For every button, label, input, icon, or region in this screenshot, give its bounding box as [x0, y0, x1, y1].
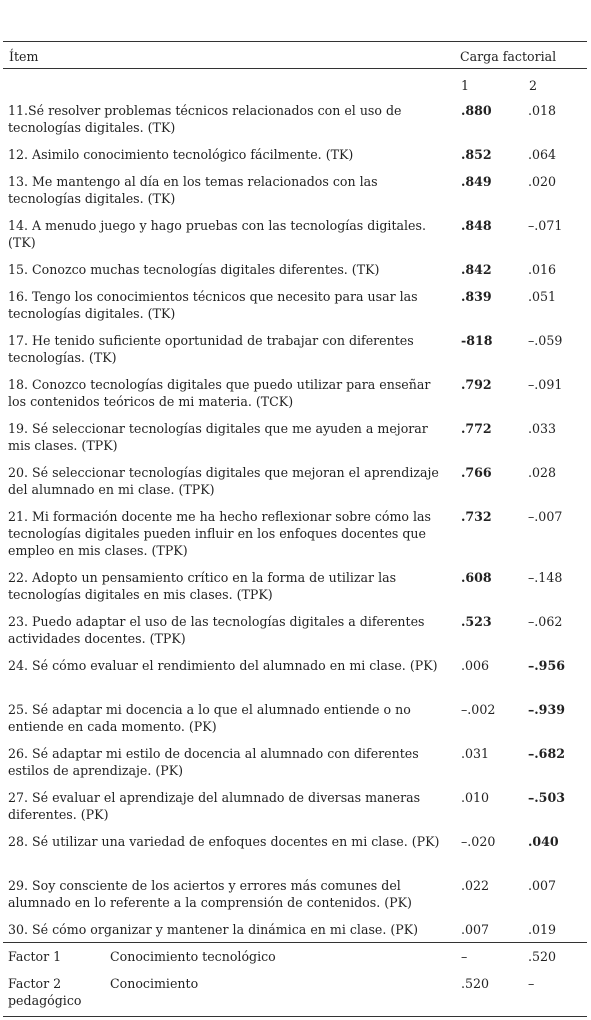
loading-factor-1: .842	[461, 262, 492, 277]
loading-factor-2: –.939	[528, 702, 565, 717]
item-text: 20. Sé seleccionar tecnologías digitales que mejoran el aprendizaje del alumnado en mi clase. (TPK)	[8, 465, 439, 497]
factor-loading-column-header: Carga factorial	[460, 49, 557, 64]
loading-factor-1: .022	[461, 878, 490, 893]
loading-factor-2: .028	[528, 465, 557, 480]
item-text: 13. Me mantengo al día en los temas relacionados con las tecnologías digitales. (TK)	[8, 174, 378, 206]
loading-factor-1: .007	[461, 922, 490, 937]
footer-rule	[3, 942, 587, 943]
loading-factor-2: .007	[528, 878, 557, 893]
table-top-rule	[3, 41, 587, 42]
factor-description: Conocimiento tecnológico	[110, 949, 276, 964]
loading-factor-1: –.020	[461, 834, 496, 849]
loading-factor-2: –.062	[528, 614, 563, 629]
header-rule	[3, 68, 587, 69]
loading-factor-1: .852	[461, 147, 492, 162]
loading-factor-2: .016	[528, 262, 557, 277]
factor-description: Conocimiento	[110, 976, 199, 991]
item-text: 26. Sé adaptar mi estilo de docencia al alumnado con diferentes estilos de aprendizaje. (PK)	[8, 746, 419, 778]
item-text: 25. Sé adaptar mi docencia a lo que el alumnado entiende o no entiende en cada momento. (PK)	[8, 702, 411, 734]
item-text: 24. Sé cómo evaluar el rendimiento del alumnado en mi clase. (PK)	[8, 658, 438, 673]
loading-factor-2: –.503	[528, 790, 565, 805]
factor-value-1: –	[461, 949, 468, 964]
factor-value-2: .520	[528, 949, 557, 964]
loading-factor-1: .849	[461, 174, 492, 189]
item-text: 14. A menudo juego y hago pruebas con las tecnologías digitales. (TK)	[8, 218, 426, 250]
item-text: 22. Adopto un pensamiento crítico en la forma de utilizar las tecnologías digitales en mis clases. (TPK)	[8, 570, 397, 602]
loading-factor-2: –.956	[528, 658, 565, 673]
loading-factor-1: .608	[461, 570, 492, 585]
loading-factor-1: .732	[461, 509, 492, 524]
loading-factor-2: –.148	[528, 570, 563, 585]
loading-factor-1: .010	[461, 790, 490, 805]
loading-factor-1: –.002	[461, 702, 496, 717]
item-text: 21. Mi formación docente me ha hecho reflexionar sobre cómo las tecnologías digitales pueden influir en los enfoques docentes que empleo en mis clases. (TPK)	[8, 509, 431, 558]
loading-factor-2: .019	[528, 922, 557, 937]
table-bottom-rule	[3, 1016, 587, 1017]
factor-name: Factor 2 pedagógico	[8, 976, 82, 1008]
loading-factor-2: .040	[528, 834, 559, 849]
item-text: 30. Sé cómo organizar y mantener la dinámica en mi clase. (PK)	[8, 922, 419, 937]
loading-factor-1: .880	[461, 103, 492, 118]
loading-factor-1: .848	[461, 218, 492, 233]
item-text: 12. Asimilo conocimiento tecnológico fácilmente. (TK)	[8, 147, 354, 162]
loading-factor-1: .006	[461, 658, 490, 673]
item-text: 18. Conozco tecnologías digitales que puedo utilizar para enseñar los contenidos teóricos de mi materia. (TCK)	[8, 377, 431, 409]
item-text: 17. He tenido suficiente oportunidad de trabajar con diferentes tecnologías. (TK)	[8, 333, 414, 365]
item-text: 16. Tengo los conocimientos técnicos que necesito para usar las tecnologías digitales. (TK)	[8, 289, 418, 321]
factor-1-column-header: 1	[461, 78, 470, 93]
loading-factor-2: –.091	[528, 377, 563, 392]
loading-factor-1: .772	[461, 421, 492, 436]
item-text: 15. Conozco muchas tecnologías digitales diferentes. (TK)	[8, 262, 380, 277]
factor-value-1: .520	[461, 976, 490, 991]
loading-factor-2: –.007	[528, 509, 563, 524]
loading-factor-2: .033	[528, 421, 557, 436]
factor-value-2: –	[528, 976, 535, 991]
loading-factor-1: .031	[461, 746, 490, 761]
loading-factor-1: -818	[461, 333, 493, 348]
loading-factor-2: .020	[528, 174, 557, 189]
factor-name: Factor 1	[8, 949, 62, 964]
loading-factor-2: .018	[528, 103, 557, 118]
loading-factor-1: .766	[461, 465, 492, 480]
item-column-header: Ítem	[9, 49, 39, 64]
item-text: 29. Soy consciente de los aciertos y errores más comunes del alumnado en lo referente a la comprensión de contenidos. (PK)	[8, 878, 412, 910]
loading-factor-2: –.682	[528, 746, 565, 761]
factor-2-column-header: 2	[529, 78, 538, 93]
loading-factor-2: –.071	[528, 218, 563, 233]
loading-factor-1: .839	[461, 289, 492, 304]
loading-factor-2: –.059	[528, 333, 563, 348]
loading-factor-1: .792	[461, 377, 492, 392]
item-text: 19. Sé seleccionar tecnologías digitales que me ayuden a mejorar mis clases. (TPK)	[8, 421, 428, 453]
item-text: 28. Sé utilizar una variedad de enfoques docentes en mi clase. (PK)	[8, 834, 440, 849]
item-text: 11.Sé resolver problemas técnicos relacionados con el uso de tecnologías digitales. (TK)	[8, 103, 402, 135]
loading-factor-1: .523	[461, 614, 492, 629]
loading-factor-2: .051	[528, 289, 557, 304]
item-text: 23. Puedo adaptar el uso de las tecnologías digitales a diferentes actividades docentes. (TPK)	[8, 614, 425, 646]
item-text: 27. Sé evaluar el aprendizaje del alumnado de diversas maneras diferentes. (PK)	[8, 790, 421, 822]
loading-factor-2: .064	[528, 147, 557, 162]
